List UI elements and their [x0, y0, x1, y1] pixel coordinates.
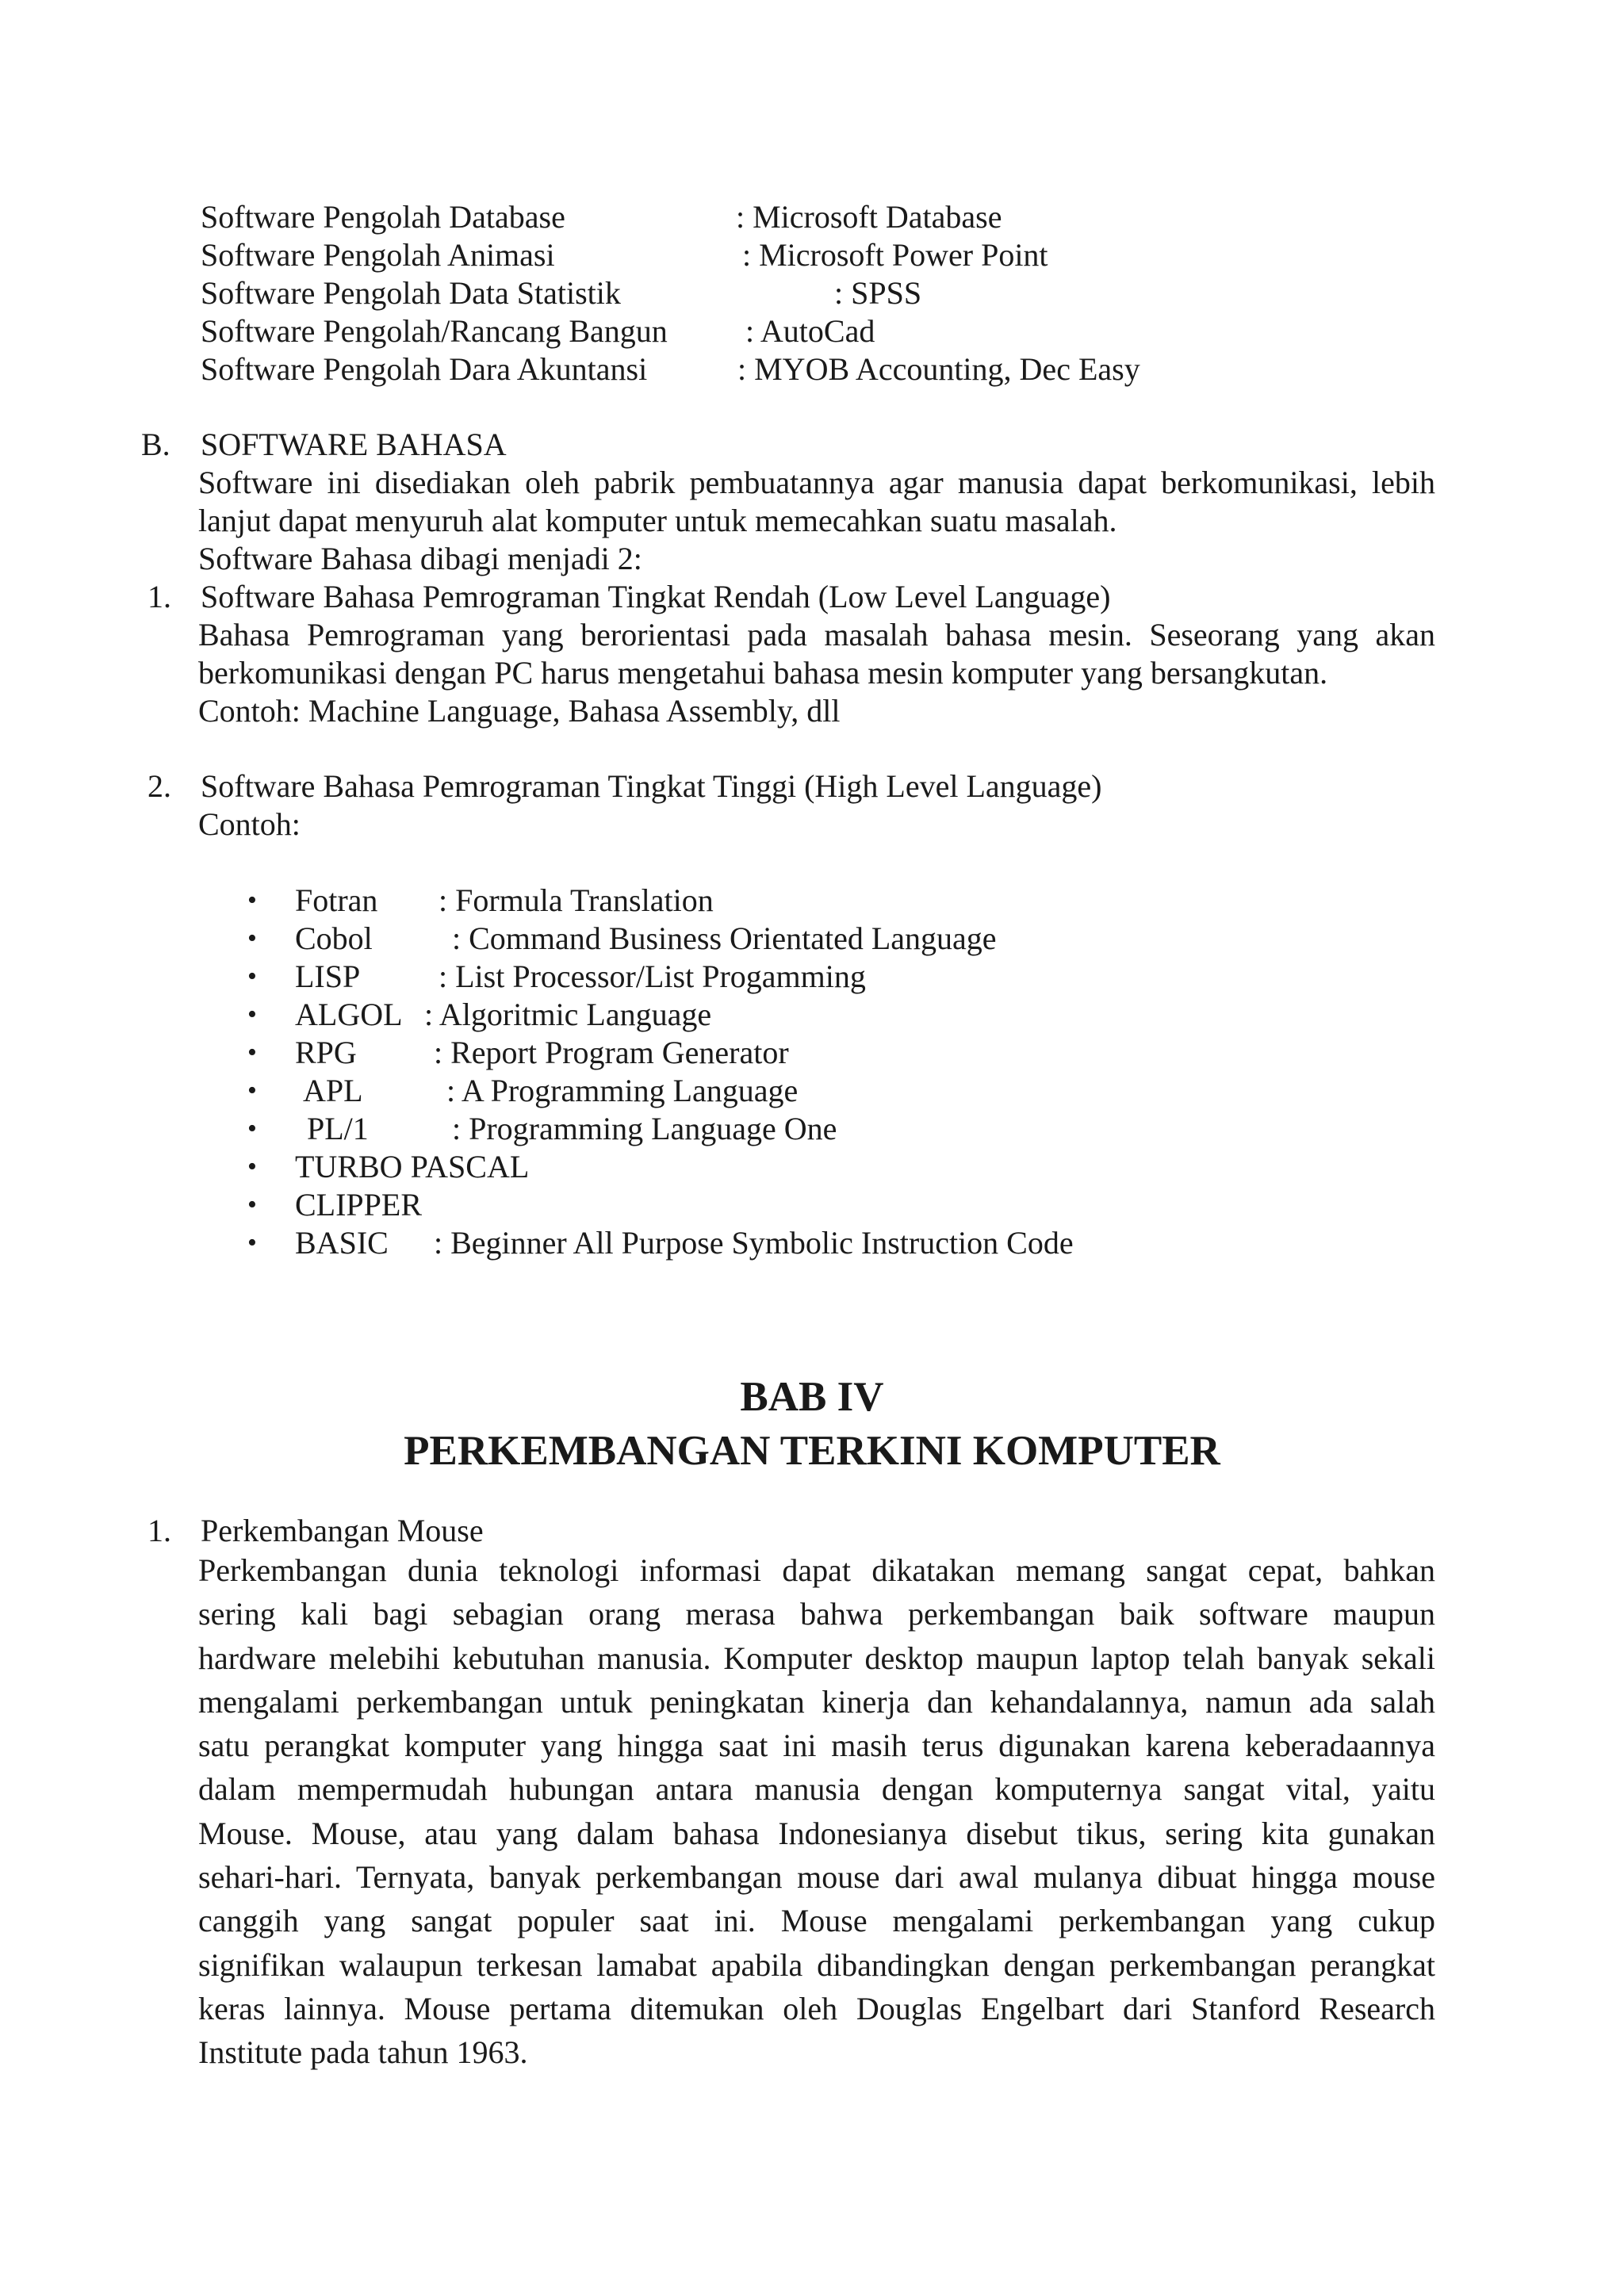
text-line: satu perangkat komputer yang hingga saat ini masih terus digunakan karena keberadaannya — [198, 1728, 1435, 1764]
section-marker: B. — [141, 427, 170, 462]
language-desc: : Beginner All Purpose Symbolic Instruction Code — [434, 1225, 1074, 1261]
item-title: Perkembangan Mouse — [201, 1513, 484, 1548]
item-number: 1. — [147, 579, 171, 614]
software-label: Software Pengolah Animasi — [201, 237, 555, 273]
contoh-label: Contoh: — [198, 806, 301, 842]
language-name: PL/1 — [307, 1111, 369, 1146]
text-line: canggih yang sangat populer saat ini. Mouse mengalami perkembangan yang cukup — [198, 1903, 1435, 1939]
bullet-icon: • — [247, 1190, 257, 1219]
item-number: 1. — [147, 1513, 171, 1548]
software-label: Software Pengolah/Rancang Bangun — [201, 313, 668, 349]
software-value: : Microsoft Power Point — [742, 237, 1048, 273]
text-line: lanjut dapat menyuruh alat komputer untuk memecahkan suatu masalah. — [198, 503, 1117, 538]
text-line: Software ini disediakan oleh pabrik pembuatannya agar manusia dapat berkomunikasi, lebih — [198, 465, 1435, 500]
language-name: APL — [303, 1073, 363, 1108]
bullet-icon: • — [247, 1228, 257, 1257]
bullet-icon: • — [247, 962, 257, 991]
language-name: Cobol — [295, 920, 373, 956]
text-line: Institute pada tahun 1963. — [198, 2034, 528, 2071]
chapter-title: PERKEMBANGAN TERKINI KOMPUTER — [404, 1428, 1220, 1474]
item-number: 2. — [147, 768, 171, 804]
item-title: Software Bahasa Pemrograman Tingkat Rendah (Low Level Language) — [201, 579, 1111, 614]
mouse-paragraph — [198, 1548, 1435, 2075]
bullet-icon: • — [247, 1152, 257, 1181]
text-line: Mouse. Mouse, atau yang dalam bahasa Indonesianya disebut tikus, sering kita gunakan — [198, 1815, 1435, 1851]
bullet-icon: • — [247, 1000, 257, 1029]
language-name: RPG — [295, 1035, 357, 1070]
text-line: hardware melebihi kebutuhan manusia. Komputer desktop maupun laptop telah banyak sekali — [198, 1640, 1435, 1676]
bullet-icon: • — [247, 1114, 257, 1143]
text-line: berkomunikasi dengan PC harus mengetahui bahasa mesin komputer yang bersangkutan. — [198, 655, 1328, 691]
language-desc: : Report Program Generator — [434, 1035, 789, 1070]
text-line: sehari-hari. Ternyata, banyak perkembangan mouse dari awal mulanya dibuat hingga mouse — [198, 1859, 1435, 1896]
language-name: Fotran — [295, 882, 378, 918]
software-value: : SPSS — [834, 275, 922, 311]
section-title: SOFTWARE BAHASA — [201, 427, 507, 462]
language-name: LISP — [295, 959, 361, 994]
bullet-icon: • — [247, 924, 257, 953]
language-desc: : Algoritmic Language — [424, 997, 712, 1032]
chapter-number: BAB IV — [740, 1374, 884, 1420]
text-line: mengalami perkembangan untuk peningkatan kinerja dan kehandalannya, namun ada salah — [198, 1683, 1435, 1720]
language-desc: : List Processor/List Progamming — [439, 959, 866, 994]
software-label: Software Pengolah Dara Akuntansi — [201, 351, 648, 387]
language-desc: : A Programming Language — [446, 1073, 799, 1108]
section-intro — [198, 464, 1435, 578]
text-line: Contoh: Machine Language, Bahasa Assembly, dll — [198, 693, 841, 729]
software-label: Software Pengolah Database — [201, 199, 565, 235]
software-value: : AutoCad — [745, 313, 875, 349]
software-label: Software Pengolah Data Statistik — [201, 275, 621, 311]
language-desc: : Formula Translation — [439, 882, 714, 918]
item-description — [198, 616, 1435, 730]
bullet-icon: • — [247, 1076, 257, 1105]
text-line: Bahasa Pemrograman yang berorientasi pada masalah bahasa mesin. Seseorang yang akan — [198, 617, 1435, 652]
language-name: BASIC — [295, 1225, 389, 1261]
language-name: CLIPPER — [295, 1187, 423, 1223]
language-name: TURBO PASCAL — [295, 1149, 530, 1184]
bullet-icon: • — [247, 886, 257, 915]
text-line: dalam mempermudah hubungan antara manusia dengan komputernya sangat vital, yaitu — [198, 1771, 1435, 1808]
text-line: sering kali bagi sebagian orang merasa bahwa perkembangan baik software maupun — [198, 1596, 1435, 1632]
language-name: ALGOL — [295, 997, 403, 1032]
software-value: : Microsoft Database — [736, 199, 1002, 235]
item-title: Software Bahasa Pemrograman Tingkat Tinggi (High Level Language) — [201, 768, 1102, 804]
software-value: : MYOB Accounting, Dec Easy — [737, 351, 1140, 387]
text-line: Software Bahasa dibagi menjadi 2: — [198, 541, 642, 576]
language-desc: : Programming Language One — [452, 1111, 837, 1146]
text-line: keras lainnya. Mouse pertama ditemukan oleh Douglas Engelbart dari Stanford Research — [198, 1990, 1435, 2026]
text-line: signifikan walaupun terkesan lamabat apabila dibandingkan dengan perkembangan perangkat — [198, 1946, 1435, 1983]
language-desc: : Command Business Orientated Language — [452, 920, 997, 956]
text-line: Perkembangan dunia teknologi informasi dapat dikatakan memang sangat cepat, bahkan — [198, 1552, 1435, 1588]
bullet-icon: • — [247, 1038, 257, 1067]
